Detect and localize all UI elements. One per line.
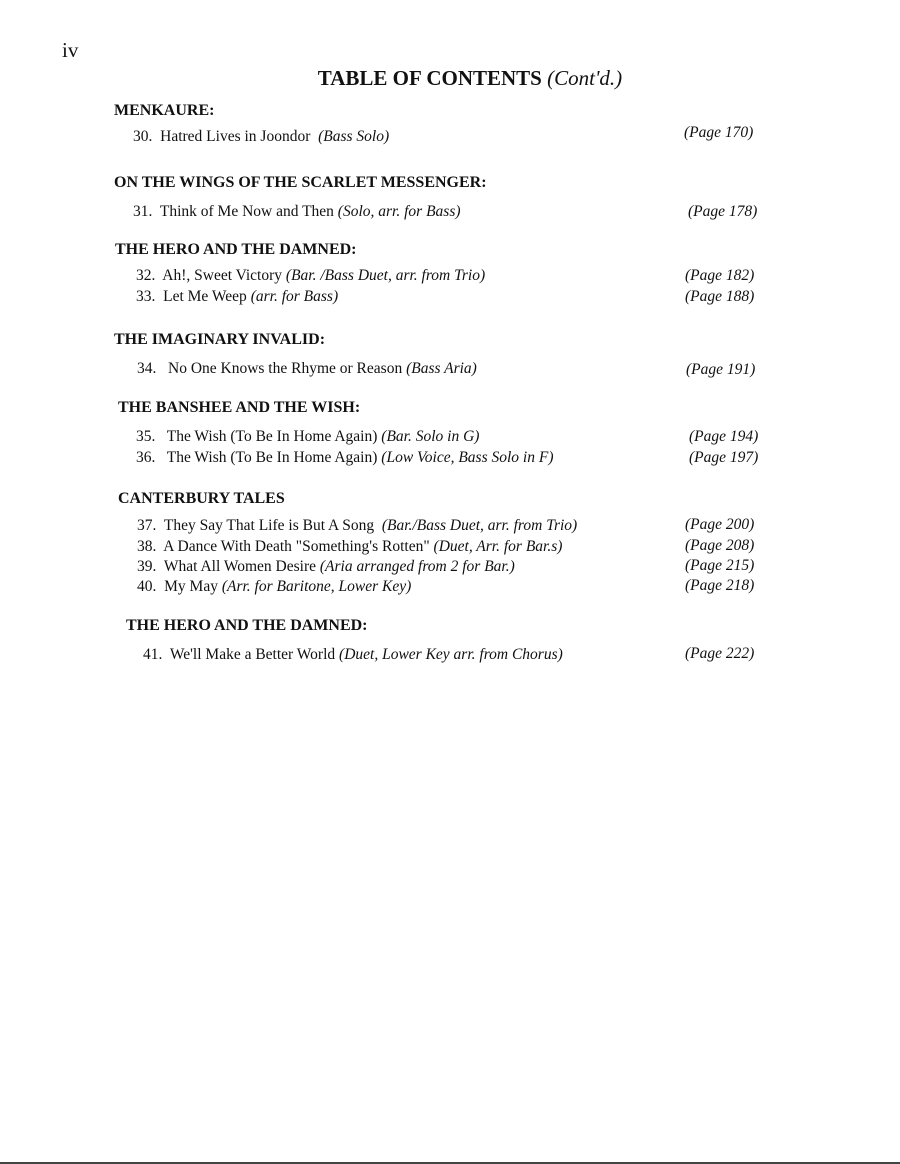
entry-title: Ah!, Sweet Victory xyxy=(162,267,283,284)
entry-note: (Bass Solo) xyxy=(318,128,390,145)
entry-note: (Duet, Arr. for Bar.s) xyxy=(433,538,563,555)
entry-number: 40. xyxy=(137,578,157,595)
entry-number: 32. xyxy=(136,267,156,284)
entry-page: (Page 218) xyxy=(685,577,755,594)
section-heading: MENKAURE: xyxy=(114,102,215,119)
entry-page: (Page 178) xyxy=(688,203,758,220)
entry-title: Think of Me Now and Then xyxy=(159,203,334,220)
page-title xyxy=(0,66,900,91)
title-suffix: (Cont'd.) xyxy=(547,66,623,90)
toc-entry xyxy=(136,288,338,306)
entry-number: 33. xyxy=(136,288,156,305)
toc-entry xyxy=(143,646,563,664)
section-heading: ON THE WINGS OF THE SCARLET MESSENGER: xyxy=(114,174,487,191)
entry-page: (Page 197) xyxy=(689,449,759,466)
entry-page: (Page 222) xyxy=(685,645,755,662)
entry-note: (Bar./Bass Duet, arr. from Trio) xyxy=(381,517,578,534)
entry-title: A Dance With Death "Something's Rotten" xyxy=(163,538,430,555)
entry-note: (Arr. for Baritone, Lower Key) xyxy=(221,578,412,595)
entry-title: What All Women Desire xyxy=(163,558,316,575)
entry-title: We'll Make a Better World xyxy=(169,646,336,663)
entry-number: 36. xyxy=(136,449,156,466)
entry-note: (Low Voice, Bass Solo in F) xyxy=(381,449,554,466)
entry-number: 30. xyxy=(133,128,153,145)
toc-entry xyxy=(137,578,411,596)
entry-number: 35. xyxy=(136,428,156,445)
entry-page: (Page 194) xyxy=(689,428,759,445)
section-heading: THE BANSHEE AND THE WISH: xyxy=(118,399,361,416)
title-main: TABLE OF CONTENTS xyxy=(317,66,542,90)
entry-page: (Page 188) xyxy=(685,288,755,305)
entry-number: 34. xyxy=(137,360,157,377)
entry-title: My May xyxy=(164,578,218,595)
section-heading: CANTERBURY TALES xyxy=(118,490,285,507)
entry-number: 41. xyxy=(143,646,163,663)
entry-number: 39. xyxy=(137,558,157,575)
toc-entry xyxy=(136,267,485,285)
toc-entry xyxy=(136,428,479,446)
toc-entry xyxy=(137,517,577,535)
entry-number: 31. xyxy=(133,203,153,220)
entry-number: 37. xyxy=(137,517,157,534)
entry-note: (Solo, arr. for Bass) xyxy=(337,203,461,220)
toc-entry xyxy=(137,558,515,576)
entry-note: (Bar. /Bass Duet, arr. from Trio) xyxy=(285,267,486,284)
entry-page: (Page 191) xyxy=(686,361,756,378)
section-heading: THE HERO AND THE DAMNED: xyxy=(115,241,357,258)
entry-title: Hatred Lives in Joondor xyxy=(160,128,311,145)
entry-title: Let Me Weep xyxy=(163,288,247,305)
toc-entry xyxy=(133,203,461,221)
entry-note: (Bass Aria) xyxy=(406,360,477,377)
entry-page: (Page 182) xyxy=(685,267,755,284)
section-heading: THE IMAGINARY INVALID: xyxy=(114,331,326,348)
toc-entry xyxy=(137,360,477,378)
entry-title: The Wish (To Be In Home Again) xyxy=(166,449,378,466)
entry-note: (Aria arranged from 2 for Bar.) xyxy=(319,558,515,575)
entry-page: (Page 215) xyxy=(685,557,755,574)
section-heading: THE HERO AND THE DAMNED: xyxy=(126,617,368,634)
toc-entry xyxy=(136,449,554,467)
entry-note: (Bar. Solo in G) xyxy=(381,428,480,445)
toc-entry xyxy=(137,538,562,556)
entry-title: The Wish (To Be In Home Again) xyxy=(166,428,378,445)
entry-note: (arr. for Bass) xyxy=(250,288,339,305)
page-number: iv xyxy=(62,38,79,62)
entry-number: 38. xyxy=(137,538,157,555)
toc-entry xyxy=(133,128,389,146)
entry-title: No One Knows the Rhyme or Reason xyxy=(168,360,403,377)
entry-title: They Say That Life is But A Song xyxy=(163,517,375,534)
entry-page: (Page 170) xyxy=(684,124,754,141)
entry-page: (Page 208) xyxy=(685,537,755,554)
entry-note: (Duet, Lower Key arr. from Chorus) xyxy=(339,646,563,663)
entry-page: (Page 200) xyxy=(685,516,755,533)
